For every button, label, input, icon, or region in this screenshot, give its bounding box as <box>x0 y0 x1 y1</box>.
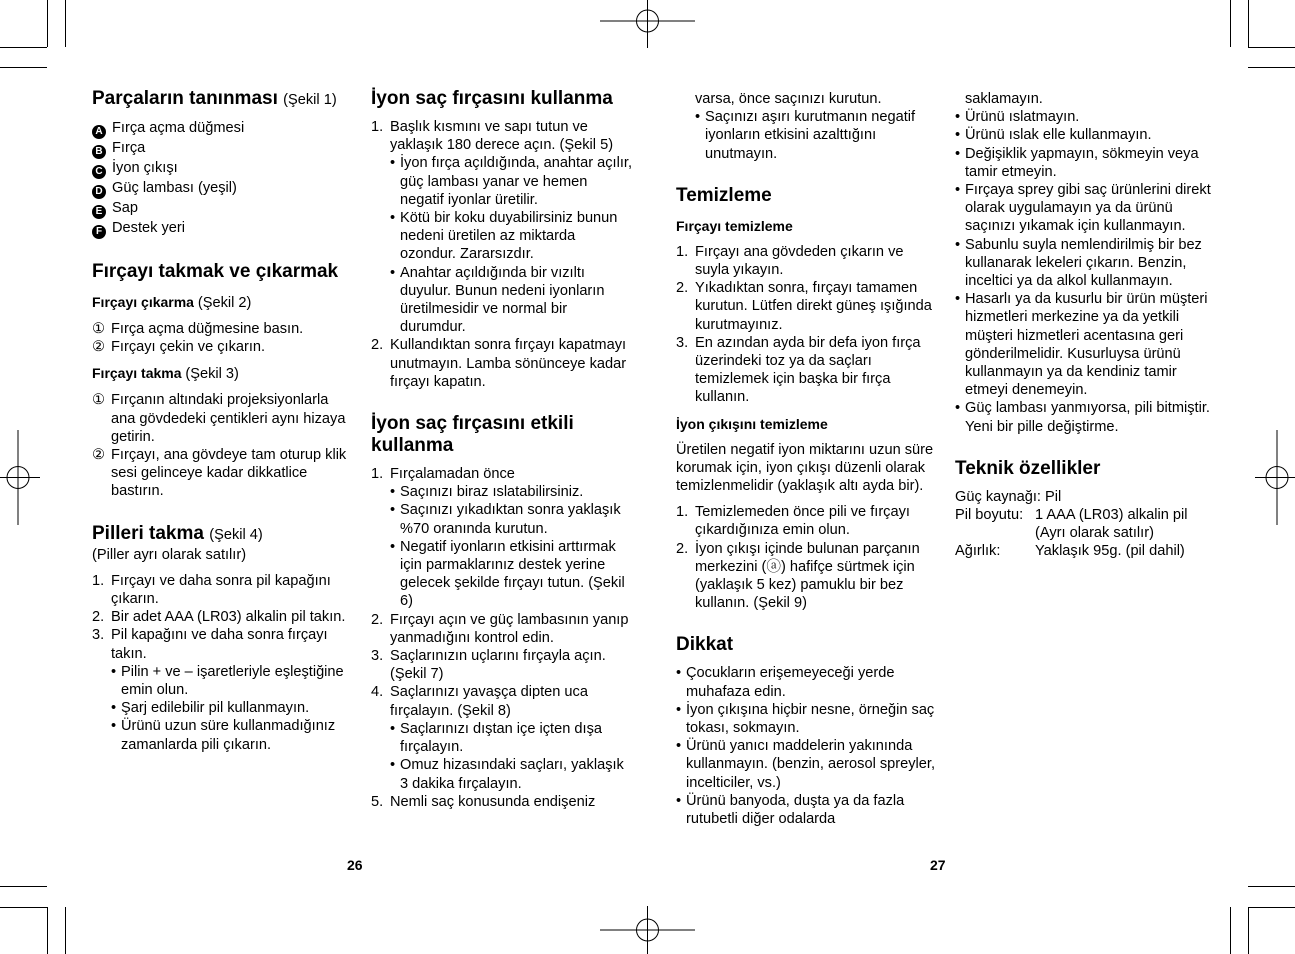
list-item: • Çocukların erişemeyeceği yerde muhafaza edin. <box>676 665 895 700</box>
list-item: • Negatif iyonların etkisini arttırmak için parmaklarınız destek yerine gelecek şekilde fırçayı tutun. (Şekil 6) <box>390 538 625 610</box>
registration-mark-top <box>600 0 695 48</box>
column-4 <box>955 90 1217 561</box>
effective-use-heading: İyon saç fırçasını etkili kullanma <box>371 413 574 457</box>
continued-bullets <box>676 108 938 163</box>
list-item: • Ürünü yanıcı maddelerin yakınında kullanmayın. (benzin, aerosol spreyler, incelticiler, vs.) <box>676 738 936 791</box>
list-item: • Saçınızı yıkadıktan sonra yaklaşık %70 oranında kurutun. <box>390 502 621 537</box>
letter-badge: E <box>92 205 106 219</box>
list-item: 2. Kullandıktan sonra fırçayı kapatmayı unutmayın. Lamba sönünceye kadar fırçayı kapatın. <box>371 337 627 390</box>
list-item: • Sabunlu suyla nemlendirilmiş bir bez kullanarak lekeleri çıkarın. Benzin, inceltici ya da alkol kullanmayın. <box>955 236 1202 290</box>
list-item: 1. Fırçalamadan önce <box>371 466 515 483</box>
battery-note: (Piller ayrı olarak satılır) <box>92 546 247 563</box>
specs-heading: Teknik özellikler <box>955 457 1101 479</box>
list-item: ① Fırça açma düğmesine basın. <box>92 321 304 337</box>
caution-bullets-continued <box>955 108 1217 436</box>
clean-brush-steps <box>676 243 938 407</box>
list-item: 3. En azından ayda bir defa iyon fırça üzerindeki toz ya da saçları temizlemek için başka bir fırça kullanın. <box>676 334 921 406</box>
list-item: D Güç lambası (yeşil) <box>92 179 354 199</box>
list-item: • Ürünü ıslatmayın. <box>955 109 1080 126</box>
attach-remove-heading: Fırçayı takmak ve çıkarmak <box>92 261 339 282</box>
parts-heading: Parçaların tanınması (Şekil 1) <box>92 88 337 109</box>
caution-heading: Dikkat <box>676 634 734 656</box>
letter-badge: F <box>92 225 106 239</box>
clean-brush-subheading: Fırçayı temizleme <box>676 217 793 234</box>
list-item: ② Fırçayı çekin ve çıkarın. <box>92 339 266 356</box>
list-item: 5. Nemli saç konusunda endişeniz <box>371 793 596 810</box>
column-3 <box>676 90 938 828</box>
list-item: • Hasarlı ya da kusurlu bir ürün müşteri hizmetleri merkezine ya da yetkili müşteri hizmetleri acentasına geri gönderilmelidir. Kusurluysa ürünü kullanmayın ya da kendiniz tamir etmeyi denemeyin. <box>955 291 1208 399</box>
list-item: • Omuz hizasındaki saçları, yaklaşık 3 dakika fırçalayın. <box>390 757 624 792</box>
remove-steps <box>92 320 354 356</box>
list-item: • İyon fırça açıldığında, anahtar açılır, güç lambası yanar ve hemen negatif iyonlar üretilir. <box>390 155 633 208</box>
column-2 <box>371 88 633 811</box>
registration-mark-left <box>0 430 40 525</box>
list-item: • Saçınızı aşırı kurutmanın negatif iyonların etkisini azalttığını unutmayın. <box>695 109 916 162</box>
spec-power: Güç kaynağı: Pil <box>955 488 1062 505</box>
list-item: • Şarj edilebilir pil kullanmayın. <box>111 700 310 717</box>
list-item: 4. Saçlarınızı yavaşça dipten uca fırçalayın. (Şekil 8) <box>371 684 588 719</box>
list-item: • İyon çıkışına hiçbir nesne, örneğin saç tokası, sokmayın. <box>676 701 935 737</box>
letter-badge: A <box>92 125 106 139</box>
letter-badge: C <box>92 165 106 179</box>
letter-badge: B <box>92 145 106 159</box>
list-item: • Ürünü uzun süre kullanmadığınız zamanlarda pili çıkarın. <box>111 718 336 753</box>
continued-text: varsa, önce saçınızı kurutun. <box>695 91 882 107</box>
list-item: ② Fırçayı, ana gövdeye tam oturup klik sesi gelinceye kadar dikkatlice bastırın. <box>92 447 347 500</box>
list-item: • Güç lambası yanmıyorsa, pili bitmiştir. Yeni bir pille değiştirme. <box>955 400 1210 435</box>
list-item: F Destek yeri <box>92 219 354 239</box>
attach-subheading: Fırçayı takma (Şekil 3) <box>92 365 239 383</box>
list-item: 2. Bir adet AAA (LR03) alkalin pil takın. <box>92 609 346 626</box>
list-item: 1. Fırçayı ve daha sonra pil kapağını çıkarın. <box>92 572 331 608</box>
list-item: 1. Başlık kısmını ve sapı tutun ve yaklaşık 180 derece açın. (Şekil 5) <box>371 119 614 154</box>
list-item: E Sap <box>92 199 354 219</box>
attach-steps <box>92 391 354 500</box>
registration-mark-right <box>1255 430 1295 525</box>
battery-heading: Pilleri takma (Şekil 4) <box>92 522 263 544</box>
list-item: • Pilin + ve – işaretleriyle eşleştiğine emin olun. <box>111 663 344 699</box>
eff-step4-bullets <box>371 720 633 793</box>
list-item: • Fırçaya sprey gibi saç ürünlerini direkt olarak uygulamayın ya da ürünü saçınızı yıkamak için kullanmayın. <box>955 182 1211 235</box>
list-item: 2. Fırçayı açın ve güç lambasının yanıp yanmadığını kontrol edin. <box>371 611 629 646</box>
spec-weight: Ağırlık: Yaklaşık 95g. (pil dahil) <box>955 543 1185 560</box>
clean-ion-paragraph: Üretilen negatif iyon miktarını uzun süre korumak için, iyon çıkışı düzenli olarak temizlenmelidir (yaklaşık altı ayda bir). <box>676 441 934 495</box>
use-heading: İyon saç fırçasını kullanma <box>371 88 613 109</box>
list-item: 1. Fırçayı ana gövdeden çıkarın ve suyla yıkayın. <box>676 243 904 279</box>
use-step1-bullets <box>371 154 633 336</box>
list-item: B Fırça <box>92 139 354 159</box>
list-item: • Değişiklik yapmayın, sökmeyin veya tamir etmeyin. <box>955 145 1199 180</box>
list-item: • Ürünü banyoda, duşta ya da fazla rutubetli diğer odalarda <box>676 792 905 828</box>
continued-text: saklamayın. <box>965 91 1043 107</box>
spec-size: Pil boyutu: 1 AAA (LR03) alkalin pil (Ayrı olarak satılır) <box>955 507 1188 542</box>
letter-badge: D <box>92 185 106 199</box>
list-item: • Saçınızı biraz ıslatabilirsiniz. <box>390 484 584 501</box>
list-item: A Fırça açma düğmesi <box>92 119 354 139</box>
clean-ion-steps <box>676 503 938 612</box>
list-item: 2. Yıkadıktan sonra, fırçayı tamamen kurutun. Lütfen direkt güneş ışığında kurutmayınız. <box>676 280 932 333</box>
column-1 <box>92 88 354 754</box>
page-number-left: 26 <box>347 857 363 873</box>
list-item: 2. İyon çıkışı içinde bulunan parçanın merkezini (ⓐ) hafifçe sürtmek için (yaklaşık 5 kez) pamuklu bir bez kullanın. (Şekil 9) <box>676 540 920 612</box>
eff-step1-bullets <box>371 483 633 610</box>
battery-steps <box>92 572 354 663</box>
list-item: • Anahtar açıldığında bir vızıltı duyulur. Bunun nedeni iyonların üretilmesidir ve normal bir durumdur. <box>390 264 605 336</box>
remove-subheading: Fırçayı çıkarma (Şekil 2) <box>92 294 252 311</box>
list-item: ① Fırçanın altındaki projeksiyonlarla ana gövdedeki çentikleri aynı hizaya getirin. <box>92 392 346 445</box>
list-item: 3. Saçlarınızın uçlarını fırçayla açın. (Şekil 7) <box>371 648 606 683</box>
page-number-right: 27 <box>930 857 946 873</box>
clean-ion-subheading: İyon çıkışını temizleme <box>676 415 828 432</box>
list-item: • Kötü bir koku duyabilirsiniz bunun nedeni üretilen az miktarda ozondur. Zararsızdır. <box>390 210 618 263</box>
list-item: • Ürünü ıslak elle kullanmayın. <box>955 127 1152 144</box>
list-item: C İyon çıkışı <box>92 159 354 179</box>
list-item: • Saçlarınızı dıştan içe içten dışa fırçalayın. <box>390 720 602 756</box>
battery-bullets <box>92 663 354 754</box>
cleaning-heading: Temizleme <box>676 184 772 206</box>
list-item: 1. Temizlemeden önce pili ve fırçayı çıkardığınıza emin olun. <box>676 504 910 539</box>
caution-bullets <box>676 664 938 828</box>
parts-list <box>92 119 354 239</box>
list-item: 3. Pil kapağını ve daha sonra fırçayı takın. <box>92 627 328 662</box>
registration-mark-bottom <box>600 906 695 954</box>
